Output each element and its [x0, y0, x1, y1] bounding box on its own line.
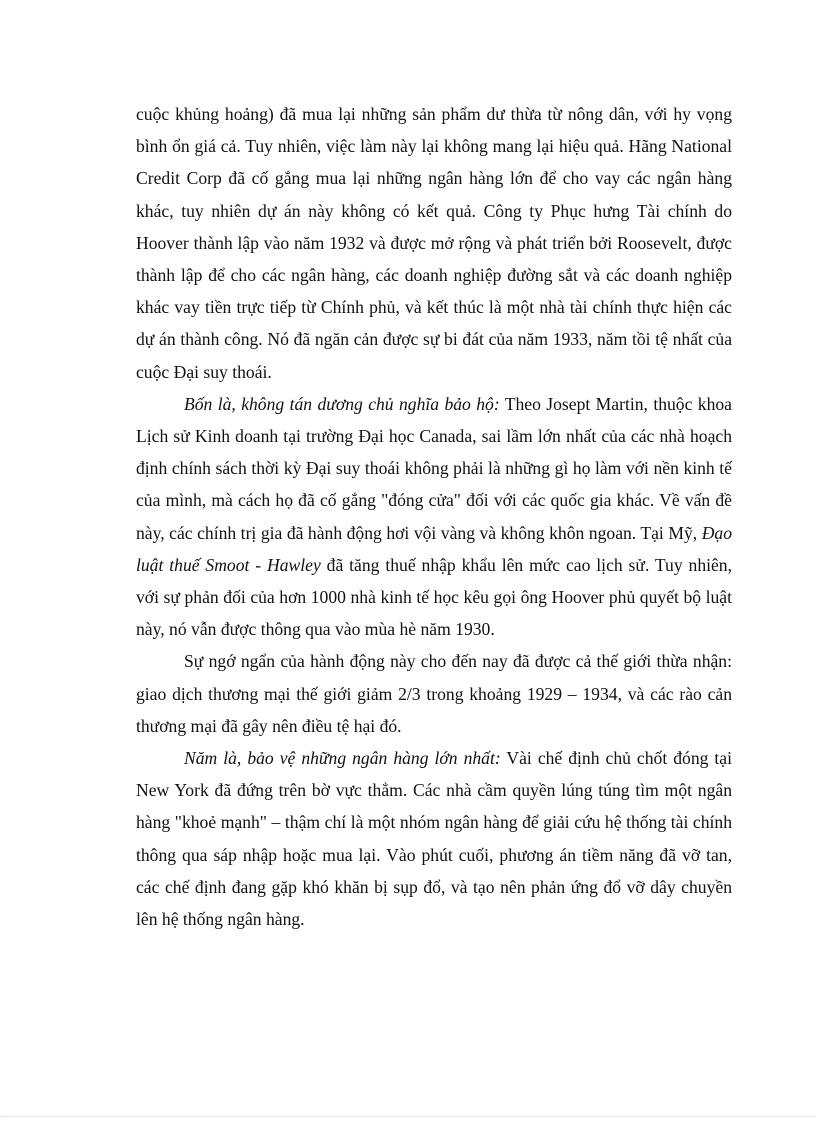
paragraph	[136, 98, 732, 388]
paragraph-text: Theo Josept Martin, thuộc khoa Lịch sử Kinh doanh tại trường Đại học Canada, sai lầm lớn nhất của các nhà hoạch định chính sách thời kỳ Đại suy thoái không phải là những gì họ làm với nền kinh tế của mình, mà cách họ đã cố gắng "đóng cửa" đối với các quốc gia khác. Về vấn đề này, các chính trị gia đã hành động hơi vội vàng và không khôn ngoan. Tại Mỹ,	[136, 393, 732, 543]
body-text	[136, 98, 732, 935]
paragraph	[136, 388, 732, 646]
paragraph-lead-heading: Năm là, bảo vệ những ngân hàng lớn nhất:	[184, 748, 501, 769]
paragraph-text: cuộc khủng hoảng) đã mua lại những sản phẩm dư thừa từ nông dân, với hy vọng bình ổn giá cả. Tuy nhiên, việc làm này lại không mang lại hiệu quả. Hãng National Credit Corp đã cố gắng mua lại những ngân hàng lớn để cho vay các ngân hàng khác, tuy nhiên dự án này không có kết quả. Công ty Phục hưng Tài chính do Hoover thành lập vào năm 1932 và được mở rộng và phát triển bởi Roosevelt, được thành lập để cho các ngân hàng, các doanh nghiệp đường sắt và các doanh nghiệp khác vay tiền trực tiếp từ Chính phủ, và kết thúc là một nhà tài chính thực hiện các dự án thành công. Nó đã ngăn cản được sự bi đát của năm 1933, năm tồi tệ nhất của cuộc Đại suy thoái.	[136, 104, 732, 382]
paragraph-lead-heading: Bốn là, không tán dương chủ nghĩa bảo hộ:	[184, 393, 500, 414]
paragraph	[136, 742, 732, 935]
paragraph-text: Vài chế định chủ chốt đóng tại New York đã đứng trên bờ vực thẳm. Các nhà cầm quyền lúng túng tìm một ngân hàng "khoẻ mạnh" – thậm chí là một nhóm ngân hàng để giải cứu hệ thống tài chính thông qua sáp nhập hoặc mua lại. Vào phút cuối, phương án tiềm năng đã vỡ tan, các chế định đang gặp khó khăn bị sụp đổ, và tạo nên phản ứng đổ vỡ dây chuyền lên hệ thống ngân hàng.	[136, 748, 732, 930]
page-bottom-rule	[0, 1116, 816, 1117]
paragraph-text: đã tăng thuế nhập khẩu lên mức cao lịch sử. Tuy nhiên, với sự phản đối của hơn 1000 nhà kinh tế học kêu gọi ông Hoover phủ quyết bộ luật này, nó vẫn được thông qua vào mùa hè năm 1930.	[136, 554, 733, 640]
paragraph	[136, 645, 732, 742]
paragraph-text: Sự ngớ ngẩn của hành động này cho đến nay đã được cả thế giới thừa nhận: giao dịch thương mại thế giới giảm 2/3 trong khoảng 1929 – 1934, và các rào cản thương mại đã gây nên điều tệ hại đó.	[136, 651, 732, 736]
law-title: Đạo luật thuế Smoot - Hawley	[136, 522, 732, 575]
